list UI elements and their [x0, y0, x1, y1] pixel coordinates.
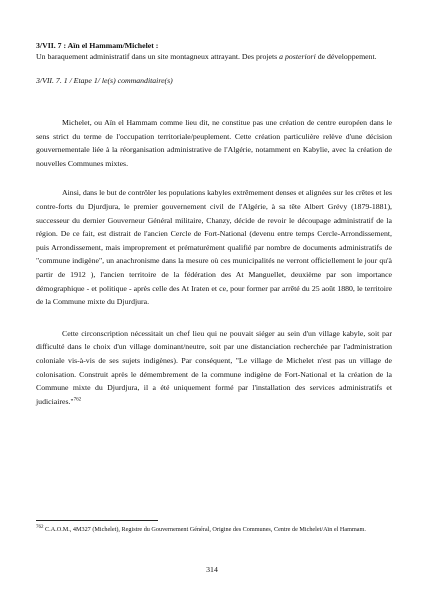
page-number: 314	[206, 565, 218, 574]
paragraph-1: Michelet, ou Aïn el Hammam comme lieu dit, ne constitue pas une création de centre européen dans le sens strict du terme de l'occupation territoriale/peuplement. Cette création particulière relève d'une décision gouvernementale liée à la réorganisation administrative de l'Algérie, notamment en Kabylie, avec la création de nouvelles Communes mixtes.	[36, 118, 392, 168]
footnote-text: C.A.O.M., 4M327 (Michelet), Registre du Gouvernement Général, Origine des Communes, Centre de Michelet/Aïn el Hammam.	[43, 526, 366, 533]
section-intro	[36, 51, 392, 62]
footnote-divider	[36, 520, 158, 521]
footnote-reference[interactable]: 762	[73, 397, 82, 403]
page-content	[36, 40, 392, 408]
intro-text-end: de développement.	[315, 52, 377, 61]
paragraph-2: Ainsi, dans le but de contrôler les populations kabyles extrêmement denses et alignées sur les crêtes et les contre-forts du Djurdjura, le premier gouvernement civil de l'Algérie, à sa tête Albert Grévy (1879-1881), successeur du dernier Gouverneur Général militaire, Chanzy, décide de revoir le découpage administratif de la région. De ce fait, est distrait de l'ancien Cercle de Fort-National (devenu entre temps Cercle-Arrondissement, puis Arrondissement, mais improprement et prématurément qualifié par nombre de documents administratifs de "commune indigène", un anachronisme dans la mesure où ces municipalités ne verront officiellement le jour qu'à partir de 1912 ), l'ancien territoire de la fédération des At Manguellet, deuxième par son importance démographique - et politique - après celle des At Iraten et ce, pour former par arrêté du 25 août 1880, le territoire de la Commune mixte du Djurdjura.	[36, 188, 392, 307]
footnote-number: 762	[36, 524, 44, 530]
intro-italic-term: a posteriori	[279, 52, 316, 61]
footnote	[36, 525, 392, 535]
subsection-heading: 3/VII. 7. 1 / Etape 1/ le(s) commanditaire(s)	[36, 76, 173, 85]
intro-text-start: Un baraquement administratif dans un site montagneux attrayant. Des projets	[36, 52, 280, 61]
paragraph-3	[36, 327, 392, 409]
paragraph-3-text: Cette circonscription nécessitait un chef lieu qui ne pouvait siéger au sein d'un village kabyle, soit par difficulté dans le choix d'un village dominant/neutre, soit par une distanciation recherchée par l'administration coloniale vis-à-vis de ses sujets indigènes). Par conséquent, "Le village de Michelet n'est pas un village de colonisation. Construit après le démembrement de la commune indigène de Fort-National et la création de la Commune mixte du Djurdjura, il a été uniquement formé par l'installation des services administratifs et judiciaires."	[36, 328, 392, 406]
section-heading: 3/VII. 7 : Aïn el Hammam/Michelet :	[36, 41, 159, 50]
